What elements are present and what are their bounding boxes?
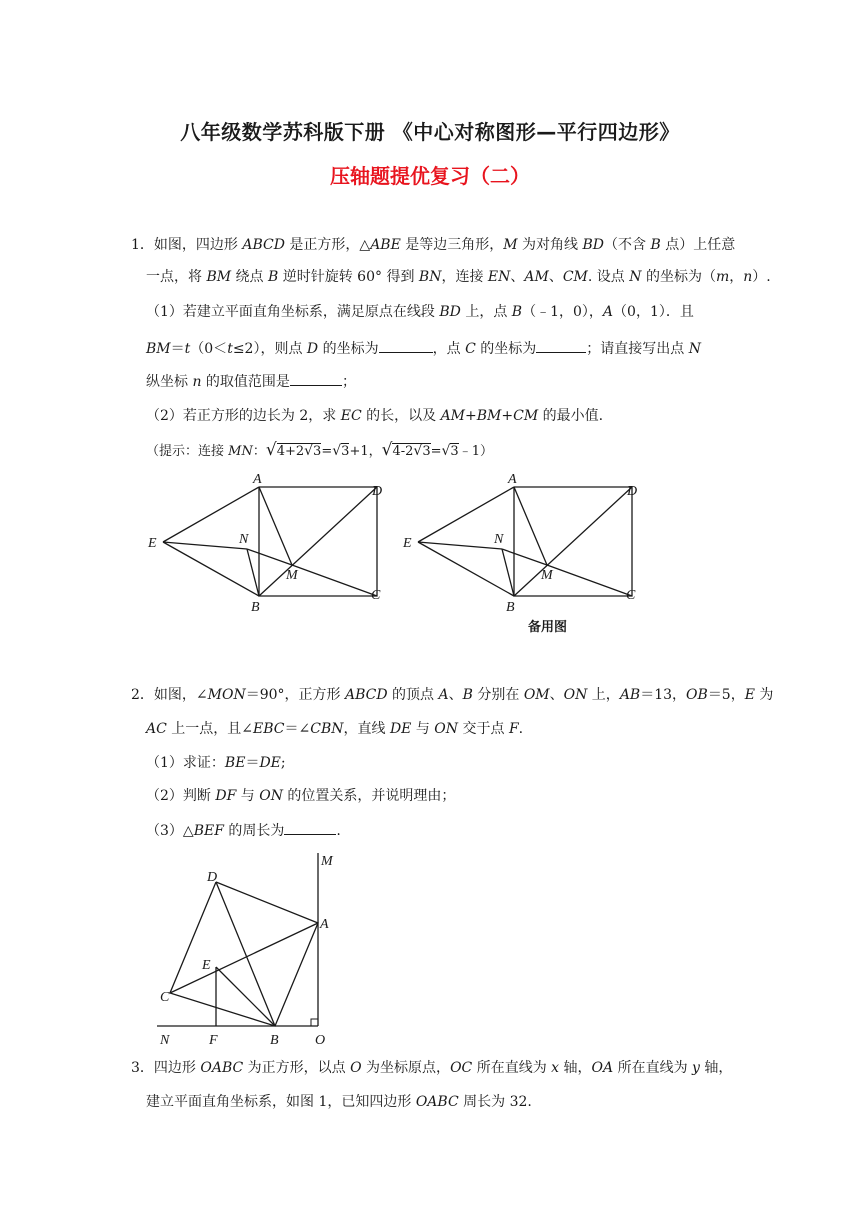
q1-part1-line3: 纵坐标 n 的取值范围是 ；: [146, 371, 356, 392]
label-a: A: [253, 472, 262, 487]
label-f: F: [209, 1033, 218, 1048]
q1-part1-line2: BM＝t（0＜t≤2），则点 D 的坐标为 ，点 C 的坐标为 ；请直接写出点 N: [146, 338, 701, 359]
square-abcd: [170, 882, 318, 1026]
q2-part3: （3）△BEF 的周长为 .: [146, 820, 341, 841]
q2-line2: AC 上一点，且∠EBC＝∠CBN，直线 DE 与 ON 交于点 F.: [146, 721, 524, 737]
label-n: N: [239, 532, 249, 547]
q2-line1: 2．如图，∠MON＝90°，正方形 ABCD 的顶点 A、B 分别在 OM、ON 上，AB＝13，OB＝5，E 为: [131, 687, 774, 703]
label-m: M: [541, 568, 553, 583]
figure-1-square-triangle: [140, 468, 390, 618]
label-m: M: [286, 568, 298, 583]
label-a: A: [320, 917, 329, 932]
q1-part1-line1: （1）若建立平面直角坐标系，满足原点在线段 BD 上，点 B（﹣1，0），A（0，1）．且: [146, 304, 694, 320]
label-a: A: [508, 472, 517, 487]
label-n: N: [494, 532, 504, 547]
label-d: D: [372, 484, 383, 499]
label-d: D: [627, 484, 638, 499]
label-e: E: [148, 536, 157, 551]
figure-caption: 备用图: [528, 620, 568, 635]
answer-blank[interactable]: [290, 371, 342, 386]
label-c: C: [371, 588, 381, 603]
label-d: D: [207, 870, 218, 885]
label-e: E: [202, 958, 211, 973]
answer-blank[interactable]: [284, 820, 336, 835]
sqrt-expression-2: √4-2√3: [381, 440, 431, 460]
q1-part2: （2）若正方形的边长为 2，求 EC 的长，以及 AM+BM+CM 的最小值.: [146, 408, 604, 424]
q1-line2: 一点，将 BM 绕点 B 逆时针旋转 60° 得到 BN，连接 EN、AM、CM. 设点 N 的坐标为（m，n）.: [146, 269, 771, 285]
label-c: C: [160, 990, 170, 1005]
label-b: B: [270, 1033, 279, 1048]
figure-1-backup: [395, 468, 645, 640]
answer-blank[interactable]: [379, 338, 433, 353]
q2-part2: （2）判断 DF 与 ON 的位置关系，并说明理由；: [146, 788, 456, 804]
document-subtitle: 压轴题提优复习（二）: [330, 164, 530, 188]
label-m: M: [321, 854, 333, 869]
q1-hint: （提示：连接 MN：√4+2√3=√3+1，√4-2√3=√3﹣1）: [146, 440, 493, 460]
label-c: C: [626, 588, 636, 603]
label-e: E: [403, 536, 412, 551]
figure-2-square-right-angle: [150, 848, 350, 1048]
label-b: B: [506, 600, 515, 615]
document-title: 八年级数学苏科版下册 《中心对称图形—平行四边形》: [180, 120, 680, 144]
q2-part1: （1）求证：BE＝DE;: [146, 755, 286, 771]
label-o: O: [315, 1033, 326, 1048]
q1-line1: 1．如图，四边形 ABCD 是正方形，△ABE 是等边三角形，M 为对角线 BD（不含 B 点）上任意: [131, 237, 736, 253]
answer-blank[interactable]: [536, 338, 586, 353]
q3-line1: 3．四边形 OABC 为正方形，以点 O 为坐标原点，OC 所在直线为 x 轴，OA 所在直线为 y 轴，: [131, 1060, 733, 1076]
label-b: B: [251, 600, 260, 615]
sqrt-expression-1: √4+2√3: [265, 440, 322, 460]
label-n: N: [160, 1033, 170, 1048]
q3-line2: 建立平面直角坐标系，如图 1，已知四边形 OABC 周长为 32.: [146, 1094, 532, 1110]
